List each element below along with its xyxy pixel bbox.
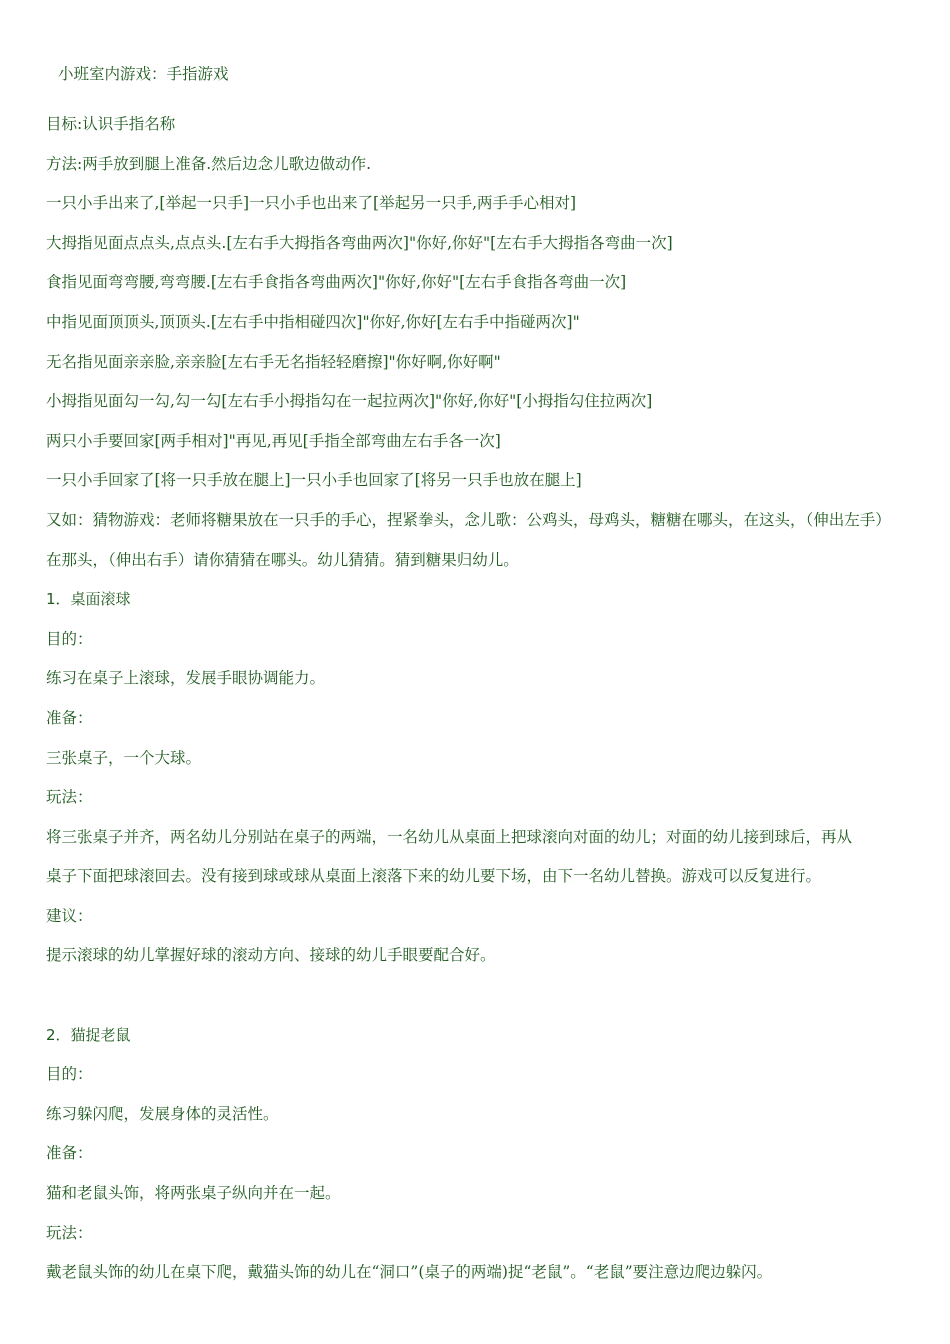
verse-line: 食指见面弯弯腰,弯弯腰.[左右手食指各弯曲两次]"你好,你好"[左右手食指各弯曲一次] <box>46 273 627 292</box>
verse-line: 一只小手回家了[将一只手放在腿上]一只小手也回家了[将另一只手也放在腿上] <box>46 471 582 490</box>
advice-label: 建议： <box>46 906 93 925</box>
section-heading: 2．猫捉老鼠 <box>46 1025 131 1044</box>
verse-line: 两只小手要回家[两手相对]"再见,再见[手指全部弯曲左右手各一次] <box>46 431 501 450</box>
verse-line: 中指见面顶顶头,顶顶头.[左右手中指相碰四次]"你好,你好[左右手中指碰两次]" <box>46 312 580 331</box>
goal-text: 练习躲闪爬，发展身体的灵活性。 <box>46 1104 279 1123</box>
play-text: 桌子下面把球滚回去。没有接到球或球从桌面上滚落下来的幼儿要下场，由下一名幼儿替换。游戏可以反复进行。 <box>46 867 822 886</box>
play-text: 戴老鼠头饰的幼儿在桌下爬，戴猫头饰的幼儿在“洞口”(桌子的两端)捉“老鼠”。“老鼠”要注意边爬边躲闪。 <box>46 1263 773 1282</box>
document-body <box>46 114 904 1302</box>
play-text: 将三张桌子并齐，两名幼儿分别站在桌子的两端，一名幼儿从桌面上把球滚向对面的幼儿；对面的幼儿接到球后，再从 <box>46 827 853 846</box>
play-label: 玩法： <box>46 788 93 807</box>
document-title: 小班室内游戏：手指游戏 <box>58 65 229 83</box>
goal-label: 目的： <box>46 629 93 648</box>
prep-label: 准备： <box>46 708 93 727</box>
goal-label: 目的： <box>46 1065 93 1084</box>
verse-line: 大拇指见面点点头,点点头.[左右手大拇指各弯曲两次]"你好,你好"[左右手大拇指各弯曲一次] <box>46 233 673 252</box>
section-spacer <box>46 985 904 1025</box>
prep-label: 准备： <box>46 1144 93 1163</box>
verse-line: 一只小手出来了,[举起一只手]一只小手也出来了[举起另一只手,两手手心相对] <box>46 194 577 213</box>
section-heading: 1．桌面滚球 <box>46 590 131 609</box>
verse-line: 小拇指见面勾一勾,勾一勾[左右手小拇指勾在一起拉两次]"你好,你好"[小拇指勾住拉两次] <box>46 392 653 411</box>
method-line: 方法:两手放到腿上准备.然后边念儿歌边做动作. <box>46 154 372 173</box>
prep-text: 三张桌子，一个大球。 <box>46 748 202 767</box>
advice-text: 提示滚球的幼儿掌握好球的滚动方向、接球的幼儿手眼要配合好。 <box>46 946 496 965</box>
guessing-game-line: 又如：猜物游戏：老师将糖果放在一只手的手心，捏紧拳头，念儿歌：公鸡头，母鸡头，糖糖在哪头，在这头，（伸出左手） <box>46 510 891 529</box>
verse-line: 无名指见面亲亲脸,亲亲脸[左右手无名指轻轻磨擦]"你好啊,你好啊" <box>46 352 501 371</box>
guessing-game-line: 在那头，（伸出右手）请你猜猜在哪头。幼儿猜猜。猜到糖果归幼儿。 <box>46 550 519 569</box>
prep-text: 猫和老鼠头饰，将两张桌子纵向并在一起。 <box>46 1184 341 1203</box>
goal-text: 练习在桌子上滚球，发展手眼协调能力。 <box>46 669 326 688</box>
goal-line: 目标:认识手指名称 <box>46 115 176 133</box>
play-label: 玩法： <box>46 1223 93 1242</box>
